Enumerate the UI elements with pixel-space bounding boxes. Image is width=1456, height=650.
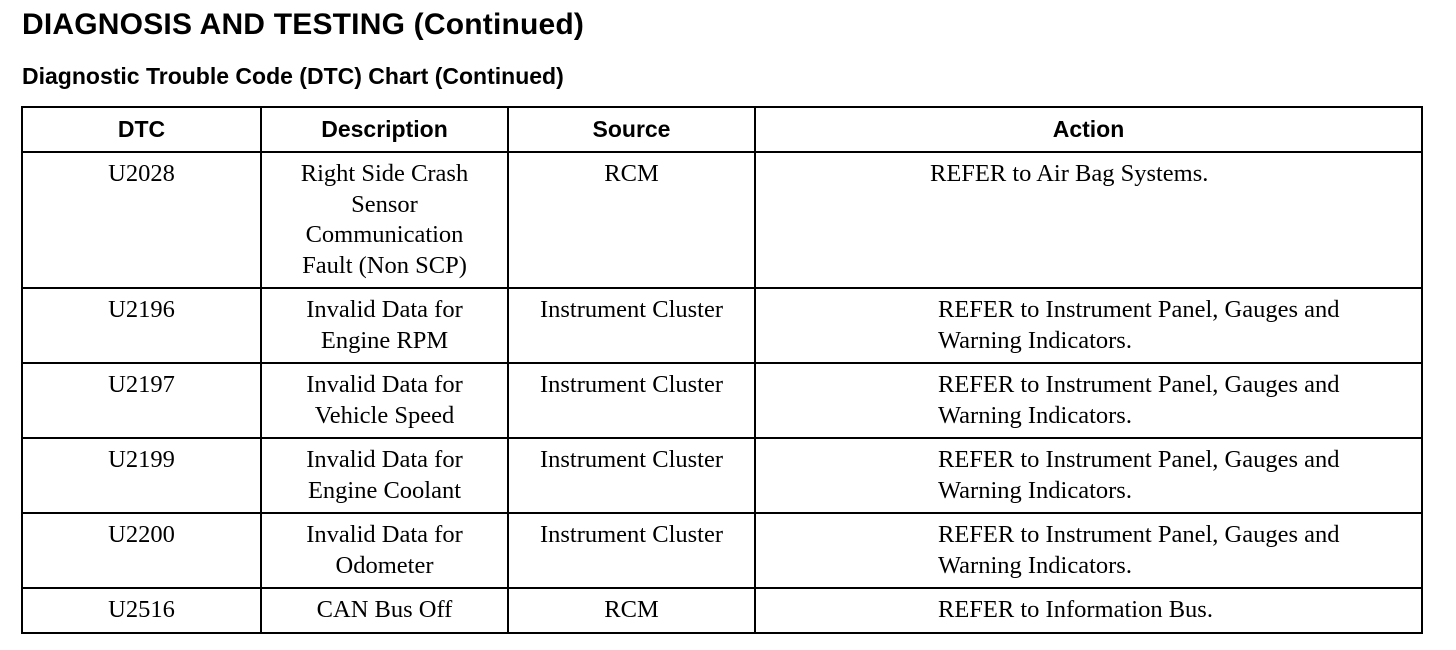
action-text: REFER to Air Bag Systems. xyxy=(930,160,1209,187)
dtc-chart-table xyxy=(21,106,1423,634)
description-text: Invalid Data for Odometer xyxy=(306,521,463,579)
description-text: Invalid Data for Engine RPM xyxy=(306,296,463,354)
table-row xyxy=(22,152,1422,288)
source-cell: Instrument Cluster xyxy=(508,288,755,363)
table-row xyxy=(22,438,1422,513)
description-text: Invalid Data for Vehicle Speed xyxy=(306,371,463,429)
description-text: Right Side Crash Sensor Communication Fault (Non SCP) xyxy=(300,160,469,279)
source-cell: Instrument Cluster xyxy=(508,438,755,513)
source-cell: RCM xyxy=(508,152,755,288)
table-row xyxy=(22,363,1422,438)
table-row xyxy=(22,588,1422,633)
action-text: REFER to Instrument Panel, Gauges and Warning Indicators. xyxy=(938,296,1340,354)
description-cell xyxy=(261,588,508,633)
description-text: Invalid Data for Engine Coolant xyxy=(306,446,463,504)
dtc-cell: U2200 xyxy=(22,513,261,588)
description-cell xyxy=(261,513,508,588)
table-header-row xyxy=(22,107,1422,152)
dtc-cell: U2199 xyxy=(22,438,261,513)
column-header-description: Description xyxy=(261,107,508,152)
column-header-dtc: DTC xyxy=(22,107,261,152)
source-cell: Instrument Cluster xyxy=(508,363,755,438)
dtc-cell: U2196 xyxy=(22,288,261,363)
action-cell xyxy=(755,588,1422,633)
description-cell xyxy=(261,363,508,438)
action-text: REFER to Instrument Panel, Gauges and Warning Indicators. xyxy=(938,521,1340,579)
page-title: DIAGNOSIS AND TESTING (Continued) xyxy=(22,8,585,41)
dtc-cell: U2197 xyxy=(22,363,261,438)
column-header-action: Action xyxy=(755,107,1422,152)
action-cell xyxy=(755,513,1422,588)
source-cell: Instrument Cluster xyxy=(508,513,755,588)
table-row xyxy=(22,513,1422,588)
description-cell xyxy=(261,152,508,288)
column-header-source: Source xyxy=(508,107,755,152)
description-text: CAN Bus Off xyxy=(316,596,453,623)
description-cell xyxy=(261,288,508,363)
description-cell xyxy=(261,438,508,513)
action-text: REFER to Information Bus. xyxy=(938,596,1213,623)
table-row xyxy=(22,288,1422,363)
source-cell: RCM xyxy=(508,588,755,633)
action-cell xyxy=(755,363,1422,438)
dtc-cell: U2028 xyxy=(22,152,261,288)
action-cell xyxy=(755,152,1422,288)
action-cell xyxy=(755,438,1422,513)
action-text: REFER to Instrument Panel, Gauges and Warning Indicators. xyxy=(938,371,1340,429)
action-cell xyxy=(755,288,1422,363)
dtc-cell: U2516 xyxy=(22,588,261,633)
section-title: Diagnostic Trouble Code (DTC) Chart (Continued) xyxy=(22,63,564,89)
action-text: REFER to Instrument Panel, Gauges and Warning Indicators. xyxy=(938,446,1340,504)
